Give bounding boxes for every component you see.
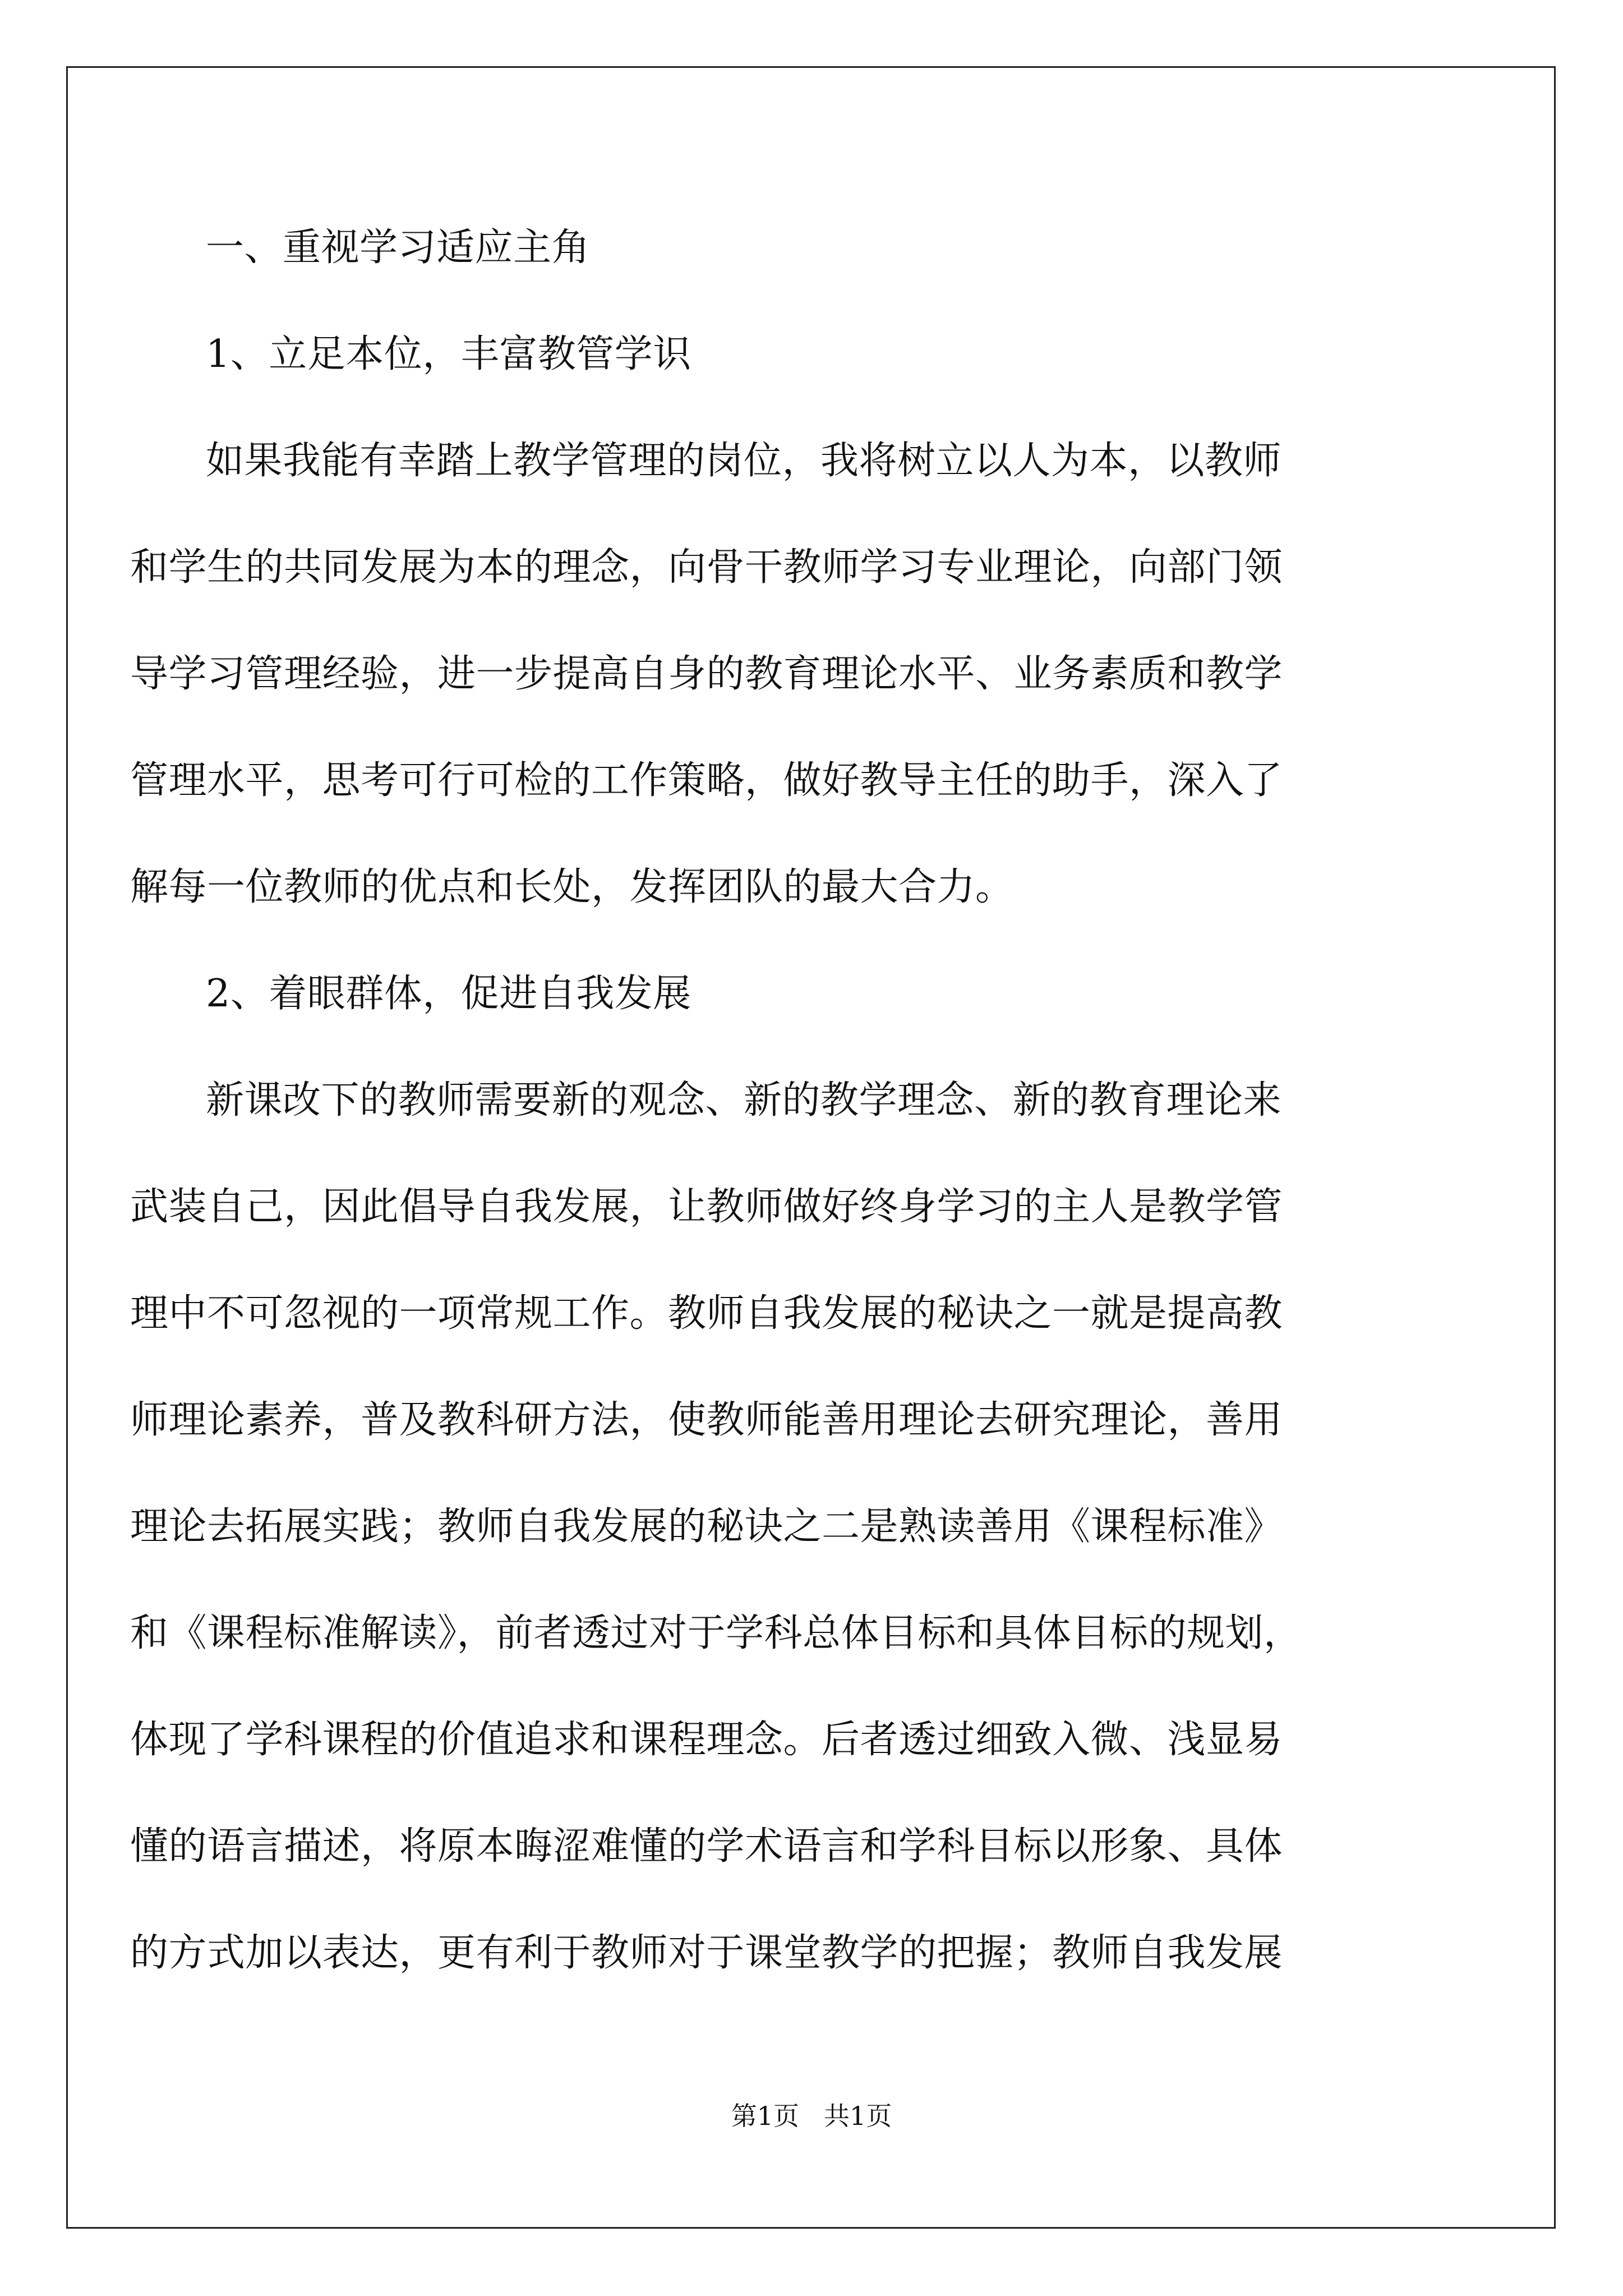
paragraph-line: 如果我能有幸踏上教学管理的岗位，我将树立以人为本，以教师: [206, 439, 1282, 483]
paragraph-line: 解每一位教师的优点和长处，发挥团队的最大合力。: [130, 865, 1014, 909]
subsection-heading: 1、立足本位，丰富教管学识: [206, 332, 691, 376]
paragraph-line: 武装自己，因此倡导自我发展，让教师做好终身学习的主人是教学管: [130, 1185, 1283, 1229]
paragraph-line: 导学习管理经验，进一步提高自身的教育理论水平、业务素质和教学: [130, 652, 1283, 696]
paragraph-line: 的方式加以表达，更有利于教师对于课堂教学的把握；教师自我发展: [130, 1931, 1283, 1975]
paragraph-line: 和《课程标准解读》，前者透过对于学科总体目标和具体目标的规划，: [130, 1611, 1302, 1655]
paragraph-line: 管理水平，思考可行可检的工作策略，做好教导主任的助手，深入了: [130, 758, 1283, 803]
paragraph-line: 体现了学科课程的价值追求和课程理念。后者透过细致入微、浅显易: [130, 1718, 1283, 1762]
paragraph-line: 理论去拓展实践；教师自我发展的秘诀之二是熟读善用《课程标准》: [130, 1504, 1283, 1549]
page-number: 第1页: [731, 2101, 799, 2131]
paragraph-line: 师理论素养，普及教科研方法，使教师能善用理论去研究理论，善用: [130, 1398, 1283, 1442]
subsection-heading: 2、着眼群体，促进自我发展: [206, 972, 691, 1016]
paragraph-line: 和学生的共同发展为本的理念，向骨干教师学习专业理论，向部门领: [130, 545, 1283, 590]
page-total: 共1页: [824, 2101, 892, 2131]
page-frame: [66, 66, 1556, 2229]
page-footer: [0, 2101, 1623, 2131]
paragraph-line: 懂的语言描述，将原本晦涩难懂的学术语言和学科目标以形象、具体: [130, 1824, 1283, 1869]
paragraph-line: 理中不可忽视的一项常规工作。教师自我发展的秘诀之一就是提高教: [130, 1291, 1283, 1336]
paragraph-line: 新课改下的教师需要新的观念、新的教学理念、新的教育理论来: [206, 1078, 1282, 1122]
section-heading: 一、重视学习适应主角: [206, 226, 591, 270]
